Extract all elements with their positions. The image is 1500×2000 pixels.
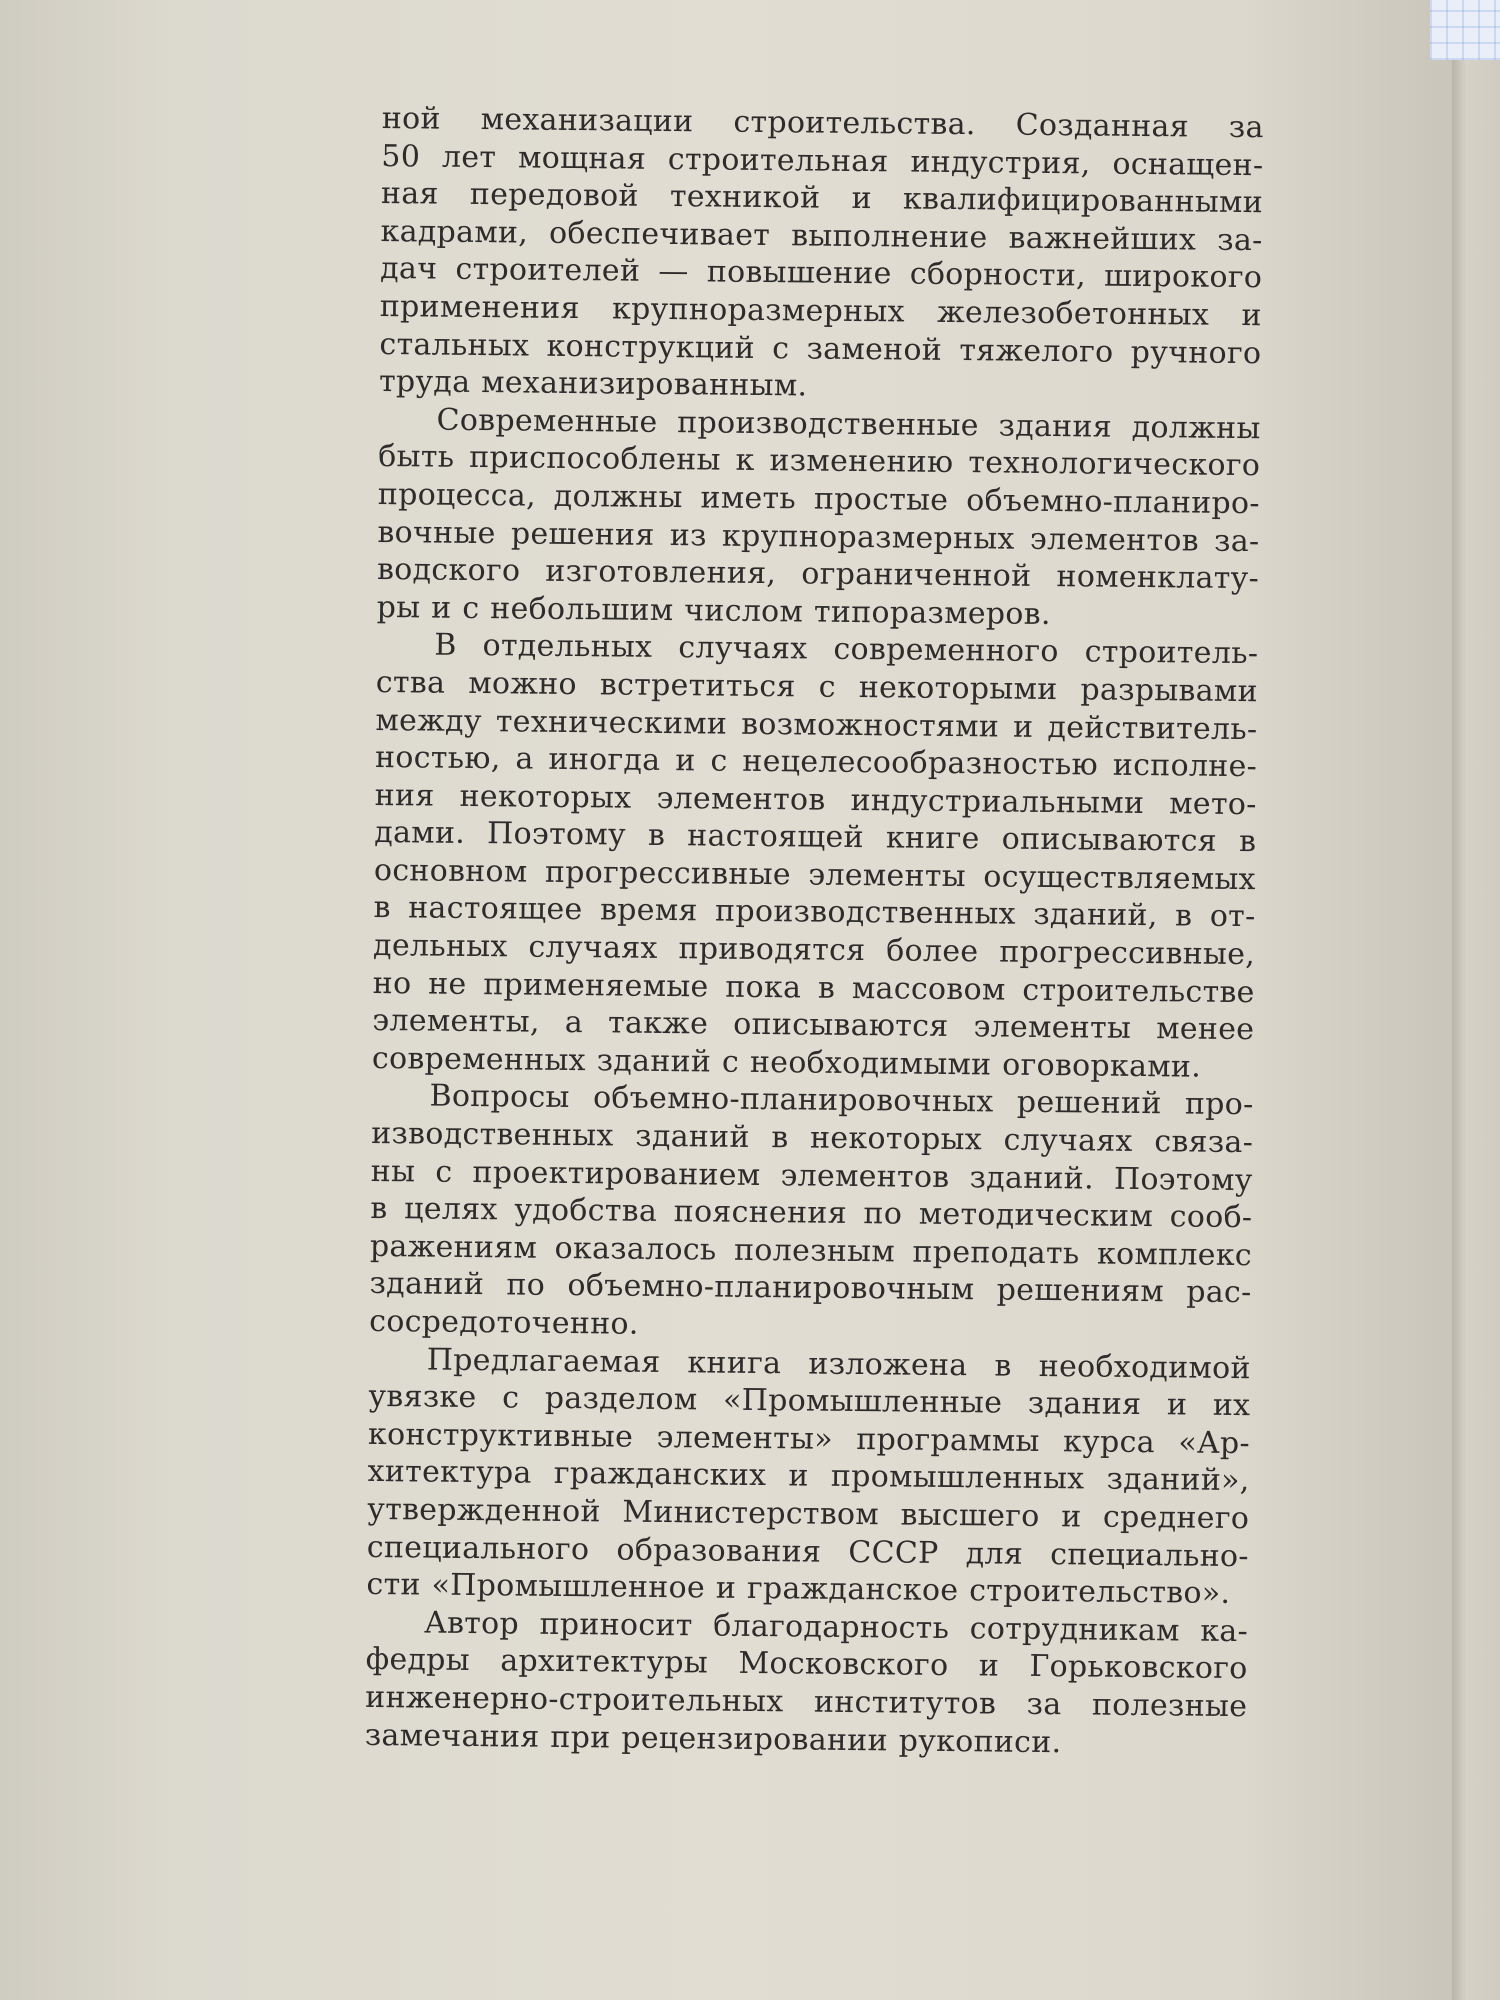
text-line: современных зданий с необходимыми оговорками. <box>371 1040 1202 1085</box>
text-line: инженерно-строительных институтов за полезные <box>365 1679 1248 1725</box>
text-line: зданий по объемно-планировочным решениям рас- <box>369 1266 1252 1311</box>
text-line: федры архитектуры Московского и Горьковского <box>365 1642 1248 1687</box>
text-line: дами. Поэтому в настоящей книге описываются в <box>374 815 1257 860</box>
text-line: Современные производственные здания должны <box>436 402 1261 446</box>
text-line: ния некоторых элементов индустриальными мето- <box>374 777 1257 822</box>
text-line: утвержденной Министерством высшего и среднего <box>367 1491 1250 1537</box>
text-line: конструктивные элементы» программы курса «Ар- <box>367 1416 1251 1461</box>
page-text <box>365 100 1264 1763</box>
text-line: сти «Промышленное и гражданское строительство». <box>366 1567 1231 1612</box>
paragraph <box>379 100 1264 410</box>
text-line: изводственных зданий в некоторых случаях связа- <box>370 1115 1254 1161</box>
text-line: увязке с разделом «Промышленные здания и их <box>368 1379 1251 1424</box>
text-line: специального образования СССР для специально- <box>366 1529 1249 1574</box>
text-line: 50 лет мощная строительная индустрия, оснащен- <box>381 138 1264 183</box>
text-line: стальных конструкций с заменой тяжелого ручного <box>379 326 1262 371</box>
text-line: применения крупноразмерных железобетонных и <box>379 288 1262 334</box>
text-line: водского изготовления, ограниченной номенклату- <box>376 552 1260 597</box>
text-line: ная передовой техникой и квалифицированными <box>380 176 1264 221</box>
text-line: ностью, а иногда и с нецелесообразностью исполне- <box>374 740 1258 785</box>
text-line: основном прогрессивные элементы осуществляемых <box>373 852 1257 898</box>
text-line: процесса, должны иметь простые объемно-планиро- <box>377 476 1261 522</box>
paragraph <box>366 1341 1251 1613</box>
paragraph <box>376 401 1260 636</box>
text-line: вочные решения из крупноразмерных элементов за- <box>377 514 1260 559</box>
text-line: но не применяемые пока в массовом строительстве <box>372 965 1255 1010</box>
text-line: между техническими возможностями и действитель- <box>375 702 1258 747</box>
text-line: элементы, а также описываются элементы менее <box>372 1003 1255 1048</box>
text-line: ны с проектированием элементов зданий. Поэтому <box>370 1153 1253 1198</box>
grid-paper-corner <box>1430 0 1500 60</box>
paragraph <box>369 1077 1254 1349</box>
text-line: быть приспособлены к изменению технологического <box>378 439 1261 484</box>
text-line: хитектура гражданских и промышленных зданий», <box>367 1454 1250 1499</box>
text-line: дельных случаях приводятся более прогрессивные, <box>372 928 1256 973</box>
text-line: ры и с небольшим числом типоразмеров. <box>376 589 1051 632</box>
text-line: Автор приносит благодарность сотрудникам ка- <box>423 1605 1249 1649</box>
paragraph <box>365 1604 1249 1764</box>
text-line: в настоящее время производственных зданий, в от- <box>373 890 1256 935</box>
text-line: В отдельных случаях современного строитель- <box>434 627 1259 672</box>
page-edge <box>1452 0 1500 2000</box>
text-line: труда механизированным. <box>378 364 808 404</box>
text-line: дач строителей — повышение сборности, широкого <box>380 251 1263 296</box>
text-line: ства можно встретиться с некоторыми разрывами <box>375 664 1259 710</box>
text-line: в целях удобства пояснения по методическим сооб- <box>370 1191 1253 1236</box>
text-line: сосредоточенно. <box>369 1303 639 1342</box>
text-line: ной механизации строительства. Созданная за <box>381 100 1264 146</box>
text-line: Предлагаемая книга изложена в необходимой <box>426 1342 1251 1386</box>
text-line: кадрами, обеспечивает выполнение важнейших за- <box>380 213 1263 259</box>
text-line: ражениям оказалось полезным преподать комплекс <box>369 1228 1253 1273</box>
paragraph <box>372 626 1259 1086</box>
text-line: Вопросы объемно-планировочных решений про- <box>429 1078 1254 1123</box>
text-line: замечания при рецензировании рукописи. <box>364 1717 1062 1760</box>
